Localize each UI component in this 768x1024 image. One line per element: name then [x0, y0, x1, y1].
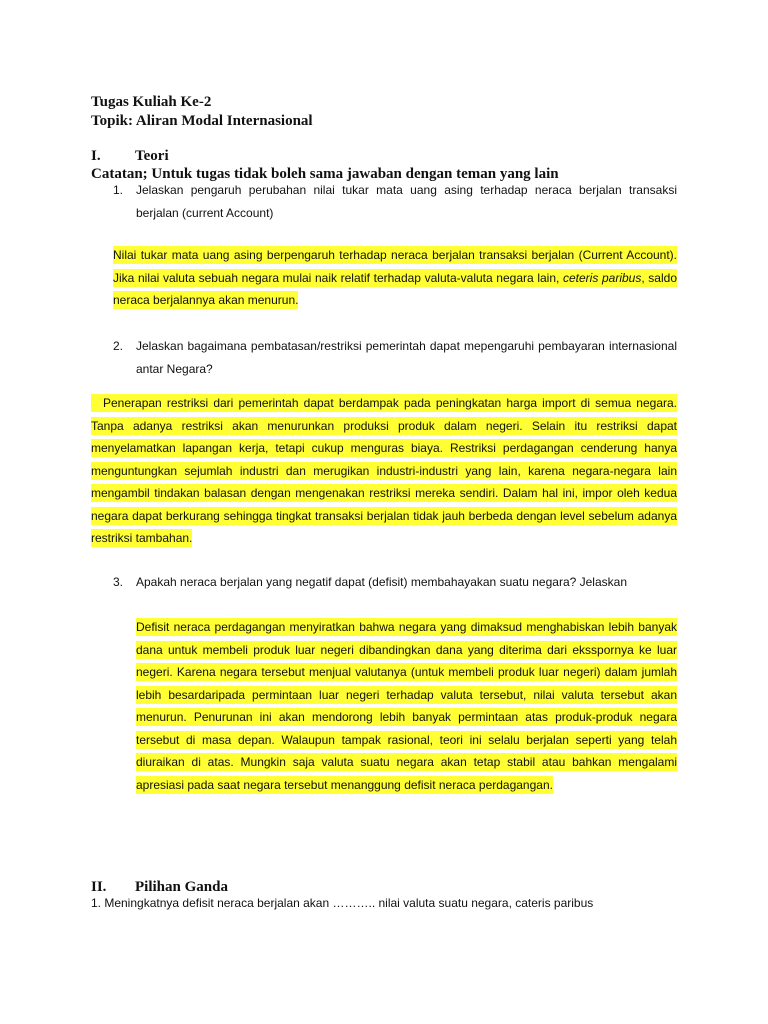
section-2-number: II. — [91, 879, 107, 895]
answer-1-text-before: Nilai tukar mata uang asing berpengaruh terhadap neraca berjalan transaksi berjalan (Current Account). Jika nilai valuta sebuah negara mulai naik relatif terhadap valuta-valuta negara lain, — [113, 248, 677, 285]
answer-2 — [91, 392, 677, 550]
answer-1-text-after: , saldo neraca berjalannya akan menurun. — [113, 270, 677, 307]
question-1-number: 1. — [113, 183, 124, 197]
answer-2-highlight — [91, 394, 677, 547]
section-1-note: Catatan; Untuk tugas tidak boleh sama jawaban dengan teman yang lain — [91, 166, 559, 182]
question-3-text: Apakah neraca berjalan yang negatif dapat (defisit) membahayakan suatu negara? Jelaskan — [136, 575, 627, 589]
section-1-number: I. — [91, 148, 101, 164]
section-1-label: Teori — [135, 148, 169, 164]
mc-question-1: 1. Meningkatnya defisit neraca berjalan akan ……….. nilai valuta suatu negara, cateris paribus — [91, 896, 594, 910]
question-2-text: Jelaskan bagaimana pembatasan/restriksi pemerintah dapat mepengaruhi pembayaran internasional antar Negara? — [136, 339, 677, 376]
answer-3 — [136, 616, 677, 796]
section-2-label: Pilihan Ganda — [135, 879, 228, 895]
document-title: Tugas Kuliah Ke-2 — [91, 94, 212, 110]
question-3 — [113, 571, 677, 594]
answer-3-highlight: Defisit neraca perdagangan menyiratkan bahwa negara yang dimaksud menghabiskan lebih banyak dana untuk membeli produk luar negeri dibandingkan dana yang diterima dari eksspornya ke luar negeri. Karena negara tersebut menjual valutanya (untuk membeli produk luar negeri) dalam jumlah lebih besardaripada permintaan luar negeri terhadap valuta tersebut, nilai valuta tersebut akan menurun. Penurunan ini akan mendorong lebih banyak permintaan atas produk-produk negara tersebut di masa depan. Walaupun tampak rasional, teori ini selalu berjalan seperti yang telah diuraikan di atas. Mungkin saja valuta suatu negara akan tetap stabil atau bahkan mengalami apresiasi pada saat negara tersebut menanggung defisit neraca perdagangan. — [136, 620, 677, 792]
answer-1-italic: ceteris paribus — [562, 270, 642, 285]
question-3-number: 3. — [113, 575, 124, 589]
question-1 — [113, 179, 677, 224]
section-1-heading — [91, 146, 169, 166]
question-2-number: 2. — [113, 339, 124, 353]
document-topic: Topik: Aliran Modal Internasional — [91, 113, 313, 129]
question-1-text: Jelaskan pengaruh perubahan nilai tukar mata uang asing terhadap neraca berjalan transaksi berjalan (current Account) — [136, 183, 677, 220]
answer-1-highlight — [113, 246, 677, 309]
answer-2-text: Penerapan restriksi dari pemerintah dapat berdampak pada peningkatan harga import di semua negara. Tanpa adanya restriksi akan menurunkan produksi produk dalam negeri. Selain itu restriksi dapat menyelamatkan lapangan kerja, tetapi cukup menguras biaya. Restriksi perdagangan cenderung hanya menguntungkan sejumlah industri dan merugikan industri-industri yang lain, karena negara-negara lain mengambil tindakan balasan dengan mengenakan restriksi mereka sendiri. Dalam hal ini, impor oleh kedua negara dapat berkurang sehingga tingkat transaksi berjalan tidak jauh berbeda dengan level sebelum adanya restriksi tambahan. — [91, 396, 677, 545]
answer-1 — [113, 244, 677, 312]
question-2 — [113, 335, 677, 380]
